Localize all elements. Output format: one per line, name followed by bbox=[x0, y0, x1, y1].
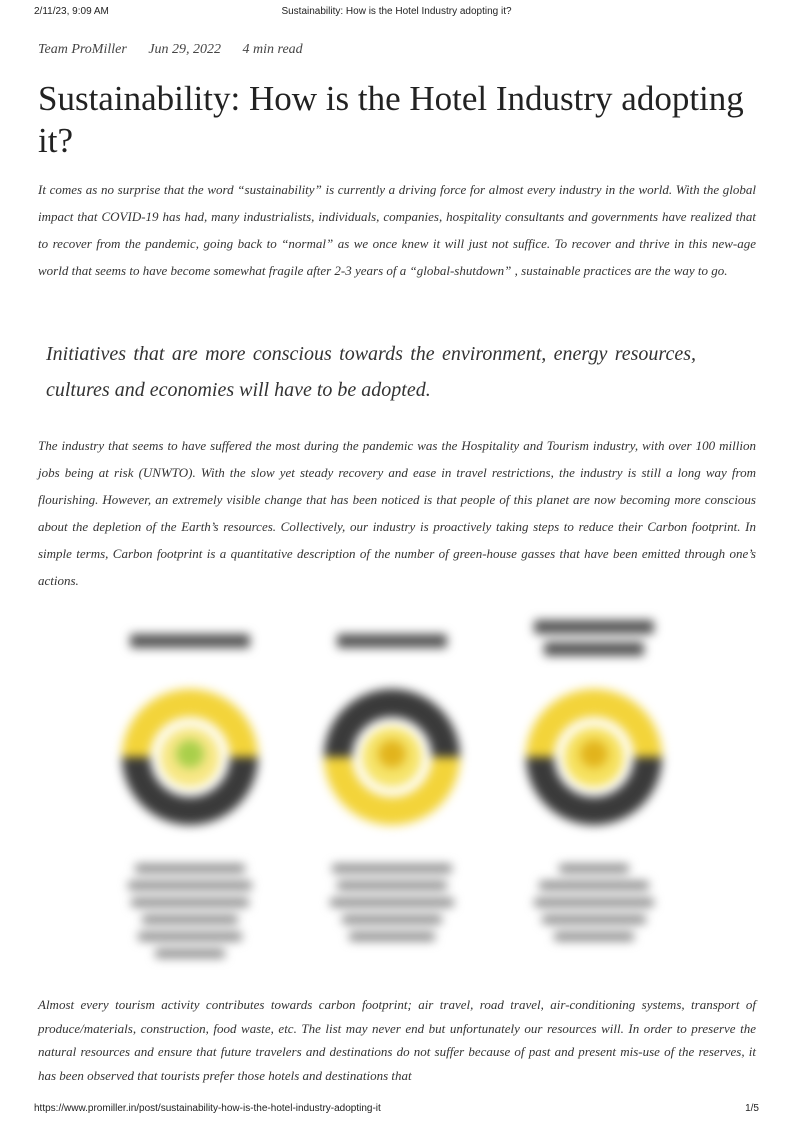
infographic-caption-2 bbox=[330, 864, 454, 949]
paragraph-intro: It comes as no surprise that the word “sustainability” is currently a driving force for almost every industry in the world. With the global impact that COVID-19 has had, many industrialists, individuals, companies, hospitality consultants and governments have realized that to recover from the pandemic, going back to “normal” as we once knew it will just not suffice. To recover and thrive in this new-age world that seems to have become somewhat fragile after 2-3 years of a “global-shutdown” , sustainable practices are the way to go. bbox=[38, 182, 756, 278]
infographic-column-2 bbox=[312, 612, 472, 982]
infographic-caption-1 bbox=[128, 864, 252, 966]
pull-quote: Initiatives that are more conscious towards the environment, energy resources, cultures and economies will have to be adopted. bbox=[46, 343, 696, 401]
print-footer bbox=[34, 1103, 759, 1117]
article-title: Sustainability: How is the Hotel Industry adopting it? bbox=[38, 79, 744, 160]
print-document-title: Sustainability: How is the Hotel Industry adopting it? bbox=[281, 6, 512, 17]
ring-icon-dark-yellow bbox=[312, 662, 472, 852]
page-number: 1/5 bbox=[745, 1103, 759, 1114]
article-meta bbox=[38, 42, 321, 58]
infographic-heading-1 bbox=[110, 634, 270, 648]
paragraph-industry: The industry that seems to have suffered the most during the pandemic was the Hospitality and Tourism industry, with over 100 million jobs being at risk (UNWTO). With the slow yet steady recovery and ease in travel restrictions, the industry is still a long way from flourishing. However, an extremely visible change that has been noticed is that people of this planet are now becoming more conscious about the depletion of the Earth’s resources. Collectively, our industry is proactively taking steps to reduce their Carbon footprint. In simple terms, Carbon footprint is a quantitative description of the number of green-house gasses that have been emitted through one’s actions. bbox=[38, 438, 756, 588]
blurred-infographic bbox=[100, 612, 700, 982]
print-header bbox=[34, 6, 759, 20]
infographic-column-3 bbox=[514, 612, 674, 982]
ring-icon-yellow-dark-2 bbox=[514, 662, 674, 852]
paragraph-tourism: Almost every tourism activity contributes towards carbon footprint; air travel, road travel, air-conditioning systems, transport of produce/materials, construction, food waste, etc. The list may never end but unfortunately our resources will. In order to preserve the natural resources and ensure that future travelers and destinations do not suffer because of past and present mis-use of the reserves, it has been observed that tourists prefer those hotels and destinations that bbox=[38, 997, 756, 1083]
infographic-heading-3 bbox=[514, 620, 674, 656]
infographic-caption-3 bbox=[532, 864, 656, 949]
print-timestamp: 2/11/23, 9:09 AM bbox=[34, 6, 109, 17]
author-link[interactable]: Team ProMiller bbox=[38, 42, 127, 57]
print-url: https://www.promiller.in/post/sustainability-how-is-the-hotel-industry-adopting-it bbox=[34, 1103, 381, 1114]
read-time: 4 min read bbox=[242, 42, 303, 57]
ring-icon-yellow-dark bbox=[110, 662, 270, 852]
infographic-heading-2 bbox=[312, 634, 472, 648]
publish-date: Jun 29, 2022 bbox=[148, 42, 222, 57]
infographic-column-1 bbox=[110, 612, 270, 982]
